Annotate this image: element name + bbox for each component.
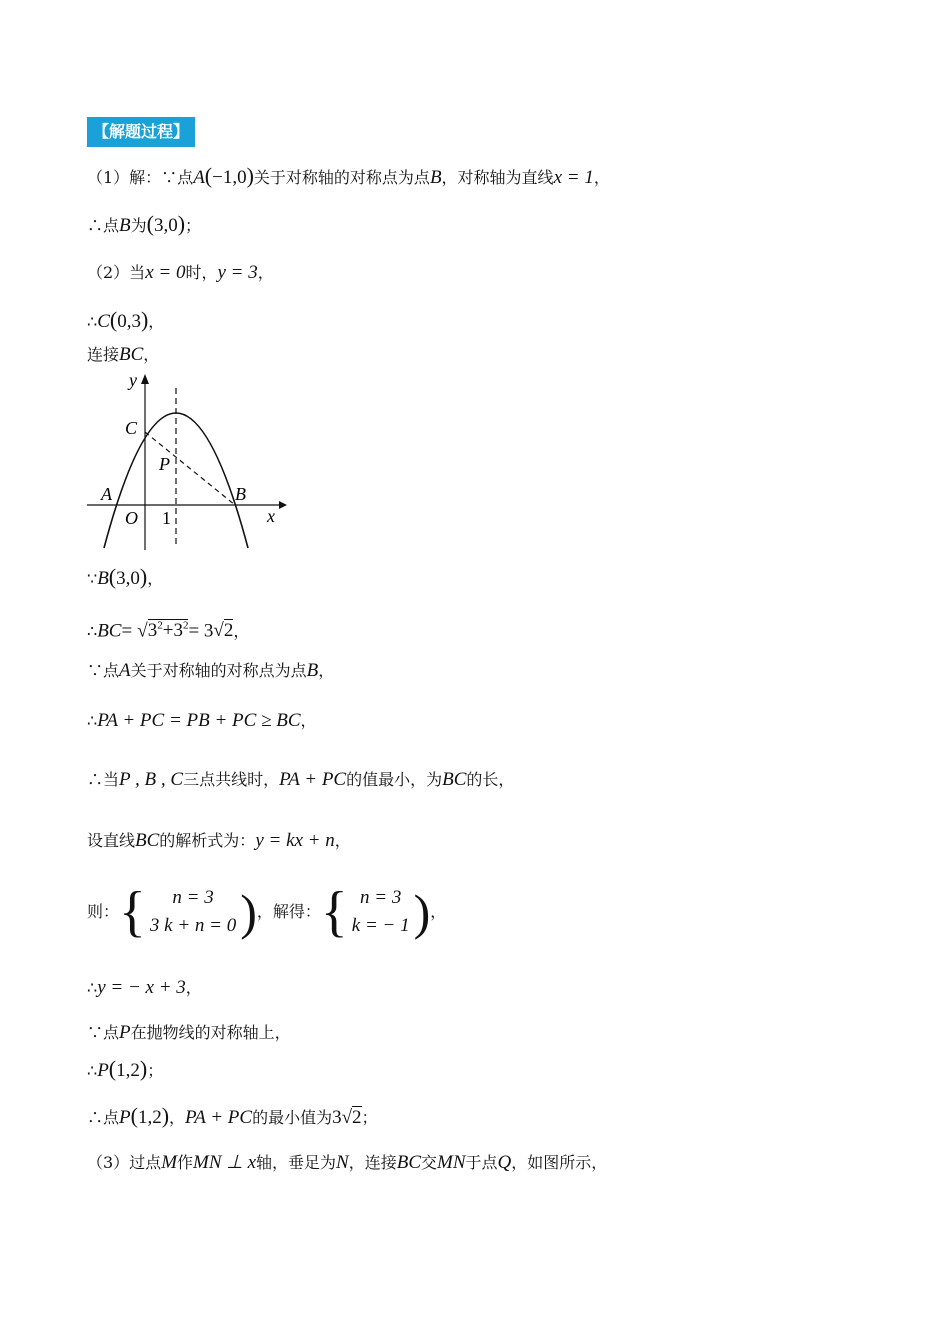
text: （1）解：∵点 bbox=[87, 168, 194, 187]
math-var: B bbox=[306, 660, 319, 681]
text: 作 bbox=[177, 1153, 194, 1172]
math-expr: PA + PC bbox=[279, 769, 347, 790]
math-eq: x = 0 bbox=[145, 262, 186, 283]
math-expr: y = − x + 3 bbox=[97, 977, 186, 998]
line-2 bbox=[87, 212, 201, 238]
text: ， bbox=[233, 621, 250, 641]
text: ∵点 bbox=[87, 1023, 120, 1042]
math-var: BC bbox=[97, 620, 122, 642]
math-var: Q bbox=[497, 1152, 512, 1173]
line-16 bbox=[87, 1104, 378, 1130]
math-var: N bbox=[336, 1152, 349, 1173]
label-one: 1 bbox=[162, 508, 171, 528]
paren: ) bbox=[140, 307, 149, 332]
text: ； bbox=[185, 216, 202, 235]
line-5 bbox=[87, 343, 159, 367]
text: 于点 bbox=[465, 1153, 498, 1172]
equation-row: n = 3 bbox=[172, 887, 214, 908]
text: ∴ bbox=[87, 1061, 98, 1080]
math-var: B bbox=[119, 215, 131, 236]
math-num: 2 bbox=[352, 1107, 362, 1128]
math-var: MN bbox=[437, 1152, 466, 1173]
math-var: BC bbox=[396, 1152, 422, 1173]
parabola-figure bbox=[87, 370, 287, 555]
system-rows bbox=[348, 884, 414, 940]
text: ∴ bbox=[87, 621, 98, 641]
text: ， bbox=[257, 263, 274, 282]
line-7 bbox=[87, 614, 249, 643]
math-coord: −1,0 bbox=[212, 167, 247, 188]
label-c: C bbox=[125, 418, 138, 438]
text: 时， bbox=[185, 263, 218, 282]
math-num: 3 bbox=[332, 1107, 342, 1128]
math-expr: PA + PC bbox=[185, 1107, 253, 1128]
brace-left: { bbox=[320, 881, 348, 943]
math-expr: y = kx + n bbox=[255, 830, 335, 851]
label-a: A bbox=[101, 484, 112, 504]
math-coord: 0,3 bbox=[117, 311, 141, 332]
math-num: 2 bbox=[223, 620, 234, 642]
line-9 bbox=[87, 709, 317, 733]
paren: ) bbox=[139, 1056, 148, 1081]
math-var: P bbox=[119, 1022, 131, 1043]
text: ， bbox=[334, 831, 351, 850]
math-coord: 3,0 bbox=[153, 215, 178, 236]
text: ， bbox=[430, 902, 447, 921]
text: 的最小值为 bbox=[252, 1108, 333, 1127]
math-coord: 1,2 bbox=[116, 1060, 140, 1081]
paren: ( bbox=[108, 564, 117, 589]
text: ， bbox=[318, 661, 335, 680]
label-x: x bbox=[267, 506, 275, 526]
math-var: M bbox=[161, 1152, 178, 1173]
math-expr: MN ⊥ x bbox=[193, 1152, 257, 1173]
paren: ( bbox=[146, 211, 154, 236]
math-var: A bbox=[119, 660, 131, 681]
x-axis-arrow bbox=[279, 501, 287, 509]
math-coord: 1,2 bbox=[137, 1107, 162, 1128]
math-var: BC bbox=[442, 769, 467, 790]
radical: √2 bbox=[341, 1107, 362, 1128]
text: ∴ bbox=[87, 312, 98, 331]
math-expr: PA + PC = PB + PC ≥ BC bbox=[97, 710, 301, 731]
math-var: C bbox=[97, 311, 110, 332]
line-11 bbox=[87, 829, 351, 853]
text: ，连接 bbox=[348, 1153, 397, 1172]
text: 三点共线时， bbox=[183, 770, 280, 789]
text: ∴点 bbox=[87, 216, 120, 235]
line-6 bbox=[87, 565, 163, 591]
line-12 bbox=[87, 882, 446, 942]
paren: ) bbox=[246, 163, 254, 188]
label-y: y bbox=[129, 370, 137, 390]
paren: ) bbox=[139, 564, 148, 589]
label-p: P bbox=[159, 454, 170, 474]
text: 则： bbox=[87, 902, 120, 921]
radical: $√3^2+3^2$ bbox=[137, 620, 189, 642]
text: 在抛物线的对称轴上， bbox=[130, 1023, 291, 1042]
text: ，对称轴为直线 bbox=[441, 168, 554, 187]
math-var: P bbox=[97, 1060, 109, 1081]
text: ∴ bbox=[87, 711, 98, 730]
y-axis-arrow bbox=[141, 374, 149, 384]
line-8 bbox=[87, 659, 334, 683]
math-var: BC bbox=[119, 344, 144, 365]
equation-row: 3 k + n = 0 bbox=[149, 915, 237, 936]
text: ， bbox=[147, 569, 164, 588]
text: 为 bbox=[130, 216, 147, 235]
line-14 bbox=[87, 1021, 291, 1045]
text: （2）当 bbox=[87, 263, 146, 282]
paren-right: ) bbox=[240, 884, 257, 940]
math-eq: = 3 bbox=[188, 620, 214, 642]
math-var: P bbox=[119, 1107, 131, 1128]
radical: √2 bbox=[213, 620, 234, 642]
text: 的值最小，为 bbox=[346, 770, 443, 789]
text: 设直线 bbox=[87, 831, 136, 850]
math-eq: y = 3 bbox=[217, 262, 258, 283]
label-b: B bbox=[235, 484, 246, 504]
label-o: O bbox=[125, 508, 138, 528]
math-var: B bbox=[97, 568, 109, 589]
line-17 bbox=[87, 1151, 607, 1175]
math-exp: 2 bbox=[157, 620, 163, 632]
text: ， bbox=[169, 1108, 186, 1127]
text: ，如图所示， bbox=[511, 1153, 608, 1172]
paren: ( bbox=[130, 1103, 138, 1128]
text: 的长， bbox=[466, 770, 515, 789]
text: 轴，垂足为 bbox=[256, 1153, 337, 1172]
text: 关于对称轴的对称点为点 bbox=[253, 168, 430, 187]
text: ∵ bbox=[87, 569, 98, 588]
text: ∴当 bbox=[87, 770, 120, 789]
equation-row: k = − 1 bbox=[351, 915, 410, 936]
text: ， bbox=[300, 711, 317, 730]
math-expr: P , B , C bbox=[119, 769, 184, 790]
line-3 bbox=[87, 261, 274, 285]
text: ， bbox=[185, 978, 202, 997]
line-13 bbox=[87, 976, 202, 1000]
paren: ( bbox=[109, 307, 118, 332]
text: 连接 bbox=[87, 345, 120, 364]
text: 交 bbox=[421, 1153, 438, 1172]
paren: ) bbox=[161, 1103, 170, 1128]
equation-row: n = 3 bbox=[360, 887, 402, 908]
paren: ( bbox=[108, 1056, 117, 1081]
math-exp: 2 bbox=[182, 620, 189, 632]
text: ； bbox=[361, 1108, 378, 1127]
paren: ( bbox=[204, 163, 213, 188]
line-10 bbox=[87, 768, 514, 792]
text: 关于对称轴的对称点为点 bbox=[130, 661, 307, 680]
text: ∴点 bbox=[87, 1108, 120, 1127]
paren: ) bbox=[177, 211, 186, 236]
math-coord: 3,0 bbox=[116, 568, 140, 589]
equation-system-2 bbox=[320, 881, 431, 943]
text: ∵点 bbox=[87, 661, 120, 680]
math-eq: x = 1 bbox=[553, 167, 594, 188]
line-1 bbox=[87, 164, 610, 190]
system-rows bbox=[146, 884, 240, 940]
equation-system-1 bbox=[119, 881, 257, 943]
math-var: BC bbox=[135, 830, 160, 851]
math-op: + bbox=[162, 620, 174, 642]
text: ∴ bbox=[87, 978, 98, 997]
math-num: 3 bbox=[147, 620, 158, 642]
text: （3）过点 bbox=[87, 1153, 162, 1172]
text: ，解得： bbox=[256, 902, 321, 921]
paren-right: ) bbox=[413, 884, 431, 940]
text: ， bbox=[593, 168, 610, 187]
math-op: = bbox=[121, 620, 133, 642]
text: ， bbox=[148, 312, 165, 331]
math-var: B bbox=[429, 167, 442, 188]
line-4 bbox=[87, 308, 164, 334]
text: ， bbox=[143, 345, 160, 364]
solution-header: 【解题过程】 bbox=[87, 117, 195, 147]
text: ； bbox=[147, 1061, 164, 1080]
text: 的解析式为： bbox=[159, 831, 256, 850]
math-var: A bbox=[193, 167, 205, 188]
brace-left: { bbox=[119, 881, 146, 943]
line-15 bbox=[87, 1057, 163, 1083]
math-num: 3 bbox=[173, 620, 183, 642]
